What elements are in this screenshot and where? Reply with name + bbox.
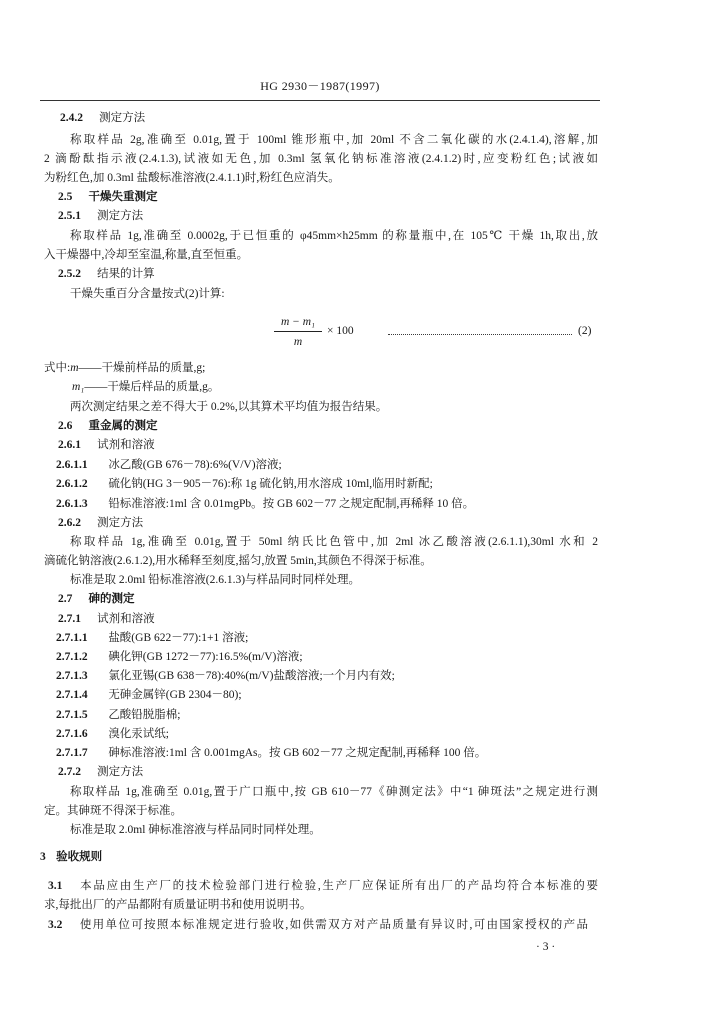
item-text: 氯化亚锡(GB 638－78):40%(m/V)盐酸溶液;一个月内有效; — [108, 670, 395, 682]
section-number: 2.6.1 — [58, 439, 81, 451]
paragraph-line: 两次测定结果之差不得大于 0.2%,以其算术平均值为报告结果。 — [70, 401, 388, 413]
clause-3-1-line — [48, 878, 598, 894]
section-title: 试剂和溶液 — [97, 439, 155, 451]
item-text: 乙酸铅脱脂棉; — [108, 709, 181, 721]
item-number: 2.7.1.6 — [56, 728, 88, 740]
formula-factor: × 100 — [327, 325, 354, 337]
equation-number: (2) — [578, 325, 592, 337]
formula-numerator: m − m₁ — [280, 316, 316, 328]
paragraph-line: 求,每批出厂的产品都附有质量证明书和使用说明书。 — [44, 899, 312, 911]
section-number: 2.4.2 — [60, 112, 83, 124]
section-heading-2-7-2 — [58, 764, 143, 780]
dot-leader — [388, 334, 572, 335]
item-number: 2.6.1.1 — [56, 459, 88, 471]
section-title: 结果的计算 — [97, 268, 155, 280]
variable-definition — [44, 360, 205, 376]
section-number: 2.7.2 — [58, 766, 81, 778]
item-number: 2.6.1.3 — [56, 498, 88, 510]
variable-description: ——干燥前样品的质量,g; — [78, 362, 206, 374]
page-number: · 3 · — [536, 941, 556, 953]
item-number: 2.6.1.2 — [56, 478, 88, 490]
section-heading-2-6-1 — [58, 437, 155, 453]
item-number: 2.7.1.3 — [56, 670, 88, 682]
list-item — [56, 668, 395, 684]
section-title: 干燥失重测定 — [88, 191, 158, 203]
section-title: 重金属的测定 — [88, 420, 158, 432]
paragraph-line: 称取样品 1g,准确至 0.0002g,于已恒重的 φ45mm×h25mm 的称量瓶中,在 105℃ 干燥 1h,取出,放 — [70, 230, 598, 242]
paragraph-line: 称取样品 1g,准确至 0.01g,置于 50ml 纳氏比色管中,加 2ml 冰乙酸溶液(2.6.1.1),30ml 水和 2 — [70, 536, 598, 548]
section-heading-2-5 — [58, 189, 157, 205]
section-title: 测定方法 — [97, 766, 144, 778]
list-item — [56, 707, 181, 723]
formula-intro: 干燥失重百分含量按式(2)计算: — [70, 288, 225, 300]
section-number: 2.7.1 — [58, 613, 81, 625]
paragraph-line: 为粉红色,加 0.3ml 盐酸标准溶液(2.4.1.1)时,粉红色应消失。 — [44, 172, 340, 184]
where-label: 式中: — [44, 362, 71, 374]
item-text: 冰乙酸(GB 676－78):6%(V/V)溶液; — [108, 459, 282, 471]
list-item — [56, 687, 242, 703]
section-heading-2-7 — [58, 591, 134, 607]
paragraph-line: 称取样品 2g,准确至 0.01g,置于 100ml 锥形瓶中,加 20ml 不含二氧化碳的水(2.4.1.4),溶解,加 — [70, 134, 598, 146]
list-item — [56, 726, 169, 742]
item-text: 无砷金属锌(GB 2304－80); — [108, 689, 242, 701]
section-title: 验收规则 — [56, 851, 103, 863]
paragraph-line: 标准是取 2.0ml 砷标准溶液与样品同时同样处理。 — [70, 824, 321, 836]
item-text: 盐酸(GB 622－77):1+1 溶液; — [108, 632, 249, 644]
paragraph-line: 2 滴酚酞指示液(2.4.1.3),试液如无色,加 0.3ml 氢氧化钠标准溶液(2.4.1.2)时,应变粉红色;试液如 — [44, 153, 598, 165]
section-title: 砷的测定 — [88, 593, 135, 605]
header-rule — [40, 100, 600, 101]
section-number: 2.5.2 — [58, 268, 81, 280]
section-heading-3 — [40, 849, 102, 865]
item-number: 2.7.1.1 — [56, 632, 88, 644]
item-text: 碘化钾(GB 1272－77):16.5%(m/V)溶液; — [108, 651, 303, 663]
item-text: 溴化汞试纸; — [108, 728, 170, 740]
item-number: 2.7.1.5 — [56, 709, 88, 721]
list-item — [56, 649, 303, 665]
section-heading-2-7-1 — [58, 611, 155, 627]
section-heading-2-5-1 — [58, 208, 143, 224]
item-text: 砷标准溶液:1ml 含 0.001mgAs。按 GB 602－77 之规定配制,再稀释 100 倍。 — [108, 747, 487, 759]
section-heading-2-4-2 — [60, 110, 145, 126]
clause-number: 3.2 — [48, 919, 63, 931]
section-number: 2.6 — [58, 420, 73, 432]
item-number: 2.7.1.7 — [56, 747, 88, 759]
list-item — [56, 496, 474, 512]
list-item — [56, 457, 282, 473]
list-item — [56, 745, 486, 761]
section-number: 3 — [40, 851, 46, 863]
paragraph-line: 标准是取 2.0ml 铅标准溶液(2.6.1.3)与样品同时同样处理。 — [70, 574, 361, 586]
paragraph-line: 滴硫化钠溶液(2.6.1.2),用水稀释至刻度,摇匀,放置 5min,其颜色不得深于标准。 — [44, 555, 432, 567]
section-heading-2-5-2 — [58, 266, 155, 282]
fraction-bar — [274, 331, 322, 332]
section-title: 测定方法 — [97, 210, 144, 222]
section-number: 2.5.1 — [58, 210, 81, 222]
clause-text: 本品应由生产厂的技术检验部门进行检验,生产厂应保证所有出厂的产品均符合本标准的要 — [78, 880, 598, 892]
variable-description: ——干燥后样品的质量,g。 — [84, 381, 220, 393]
section-title: 测定方法 — [99, 112, 146, 124]
clause-number: 3.1 — [48, 880, 63, 892]
section-title: 试剂和溶液 — [97, 613, 155, 625]
paragraph-line: 称取样品 1g,准确至 0.01g,置于广口瓶中,按 GB 610－77《砷测定法》中“1 砷斑法”之规定进行测 — [70, 786, 598, 798]
list-item — [56, 476, 433, 492]
clause-text: 使用单位可按照本标准规定进行验收,如供需双方对产品质量有异议时,可由国家授权的产品 — [78, 919, 588, 931]
section-heading-2-6-2 — [58, 515, 143, 531]
section-title: 测定方法 — [97, 517, 144, 529]
item-number: 2.7.1.4 — [56, 689, 88, 701]
item-number: 2.7.1.2 — [56, 651, 88, 663]
section-heading-2-6 — [58, 418, 157, 434]
paragraph-line: 入干燥器中,冷却至室温,称量,直至恒重。 — [44, 249, 249, 261]
variable-definition — [72, 379, 219, 395]
section-number: 2.5 — [58, 191, 73, 203]
section-number: 2.6.2 — [58, 517, 81, 529]
variable-symbol: m₁ — [72, 381, 85, 393]
section-number: 2.7 — [58, 593, 73, 605]
clause-3-2-line — [48, 917, 588, 933]
variable-symbol: m — [70, 362, 79, 374]
item-text: 硫化钠(HG 3－905－76):称 1g 硫化钠,用水溶成 10ml,临用时新配; — [108, 478, 433, 490]
formula-denominator: m — [293, 336, 303, 348]
standard-code-header: HG 2930－1987(1997) — [260, 79, 380, 93]
list-item — [56, 630, 248, 646]
paragraph-line: 定。其砷斑不得深于标准。 — [44, 805, 182, 817]
item-text: 铅标准溶液:1ml 含 0.01mgPb。按 GB 602－77 之规定配制,再稀释 10 倍。 — [108, 498, 475, 510]
